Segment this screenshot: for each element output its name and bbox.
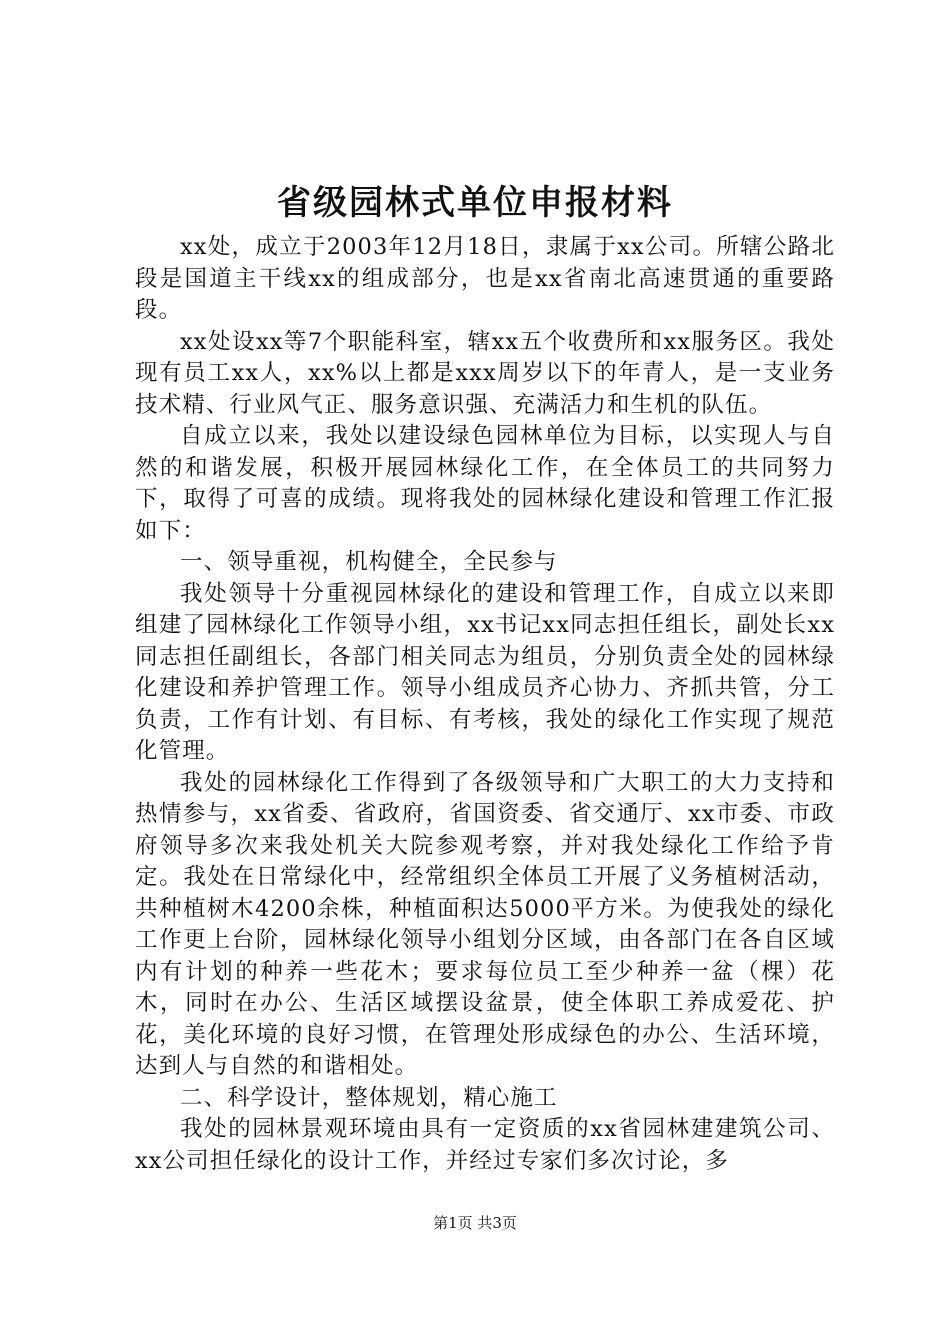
section-heading-2: 二、科学设计，整体规划，精心施工 — [180, 1084, 558, 1111]
paragraph-summary: 自成立以来，我处以建设绿色园林单位为目标，以实现人与自然的和谐发展，积极开展园林绿化工作，在全体员工的共同努力下，取得了可喜的成绩。现将我处的园林绿化建设和管理工作汇报如下： — [135, 423, 835, 544]
page-footer: 第1页 共3页 — [433, 1214, 517, 1232]
paragraph-leadership: 我处领导十分重视园林绿化的建设和管理工作，自成立以来即组建了园林绿化工作领导小组，xx书记xx同志担任组长，副处长xx同志担任副组长，各部门相关同志为组员，分别负责全处的园林绿化建设和养护管理工作。领导小组成员齐心协力、齐抓共管，分工负责，工作有计划、有目标、有考核，我处的绿化工作实现了规范化管理。 — [135, 580, 835, 764]
document-title: 省级园林式单位申报材料 — [277, 183, 673, 223]
paragraph-intro: xx处，成立于2003年12月18日，隶属于xx公司。所辖公路北段是国道主干线xx的组成部分，也是xx省南北高速贯通的重要路段。 — [135, 234, 835, 323]
document-body — [135, 232, 835, 1177]
paragraph-design: 我处的园林景观环境由具有一定资质的xx省园林建建筑公司、xx公司担任绿化的设计工作，并经过专家们多次讨论，多 — [135, 1116, 835, 1174]
paragraph-staff: xx处设xx等7个职能科室，辖xx五个收费所和xx服务区。我处现有员工xx人，xx%以上都是xxx周岁以下的年青人，是一支业务技术精、行业风气正、服务意识强、充满活力和生机的队伍。 — [135, 328, 835, 418]
section-heading-1: 一、领导重视，机构健全，全民参与 — [180, 549, 558, 575]
paragraph-support: 我处的园林绿化工作得到了各级领导和广大职工的大力支持和热情参与，xx省委、省政府，省国资委、省交通厅、xx市委、市政府领导多次来我处机关大院参观考察，并对我处绿化工作给予肯定。我处在日常绿化中，经常组织全体员工开展了义务植树活动，共种植树木4200余株，种植面积达5000平方米。为使我处的绿化工作更上台阶，园林绿化领导小组划分区域，由各部门在各自区域内有计划的种养一些花木；要求每位员工至少种养一盆（棵）花木，同时在办公、生活区域摆设盆景，使全体职工养成爱花、护花，美化环境的良好习惯，在管理处形成绿色的办公、生活环境，达到人与自然的和谐相处。 — [135, 769, 835, 1079]
